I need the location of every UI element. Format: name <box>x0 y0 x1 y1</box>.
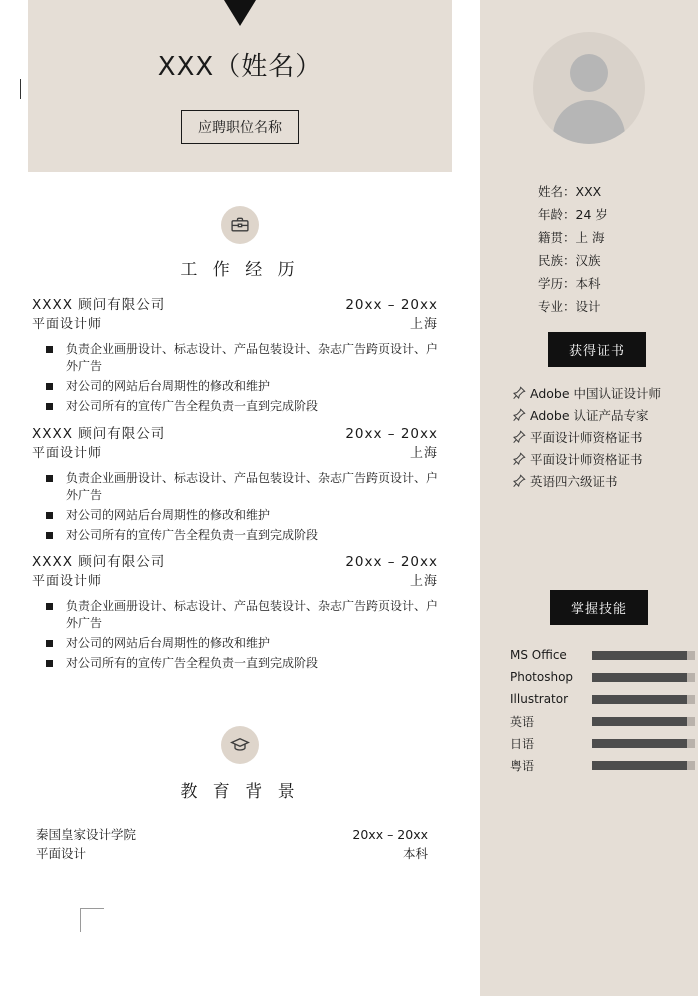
skill-name: 粤语 <box>510 758 535 773</box>
edu-date: 20xx – 20xx <box>352 827 428 842</box>
certificate-name: 英语四六级证书 <box>530 474 618 489</box>
list-item <box>32 598 438 632</box>
work-date: 20xx – 20xx <box>345 554 438 570</box>
list-item <box>32 655 438 672</box>
skill-row <box>510 688 695 710</box>
skill-bar-track <box>592 695 695 704</box>
skill-row <box>510 754 695 776</box>
pin-icon <box>508 385 530 401</box>
avatar-head-icon <box>570 54 608 92</box>
bullet-square-icon <box>46 532 53 539</box>
header-band <box>28 0 452 172</box>
pin-icon <box>508 429 530 445</box>
skill-row <box>510 666 695 688</box>
skill-name: Illustrator <box>510 692 569 706</box>
work-entry <box>32 553 438 675</box>
list-item <box>508 470 698 492</box>
bullet-text: 对公司的网站后台周期性的修改和维护 <box>66 636 271 650</box>
bullet-text: 负责企业画册设计、标志设计、产品包装设计、杂志广告跨页设计、户外广告 <box>66 342 439 373</box>
text-cursor <box>20 79 21 99</box>
education-entry <box>36 825 428 863</box>
bullet-text: 对公司所有的宣传广告全程负责一直到完成阶段 <box>66 528 319 542</box>
avatar-body-icon <box>553 100 625 144</box>
list-item <box>508 382 698 404</box>
bullet-text: 对公司所有的宣传广告全程负责一直到完成阶段 <box>66 399 319 413</box>
skill-name: MS Office <box>510 648 567 662</box>
bullet-text: 对公司所有的宣传广告全程负责一直到完成阶段 <box>66 656 319 670</box>
work-bullets <box>32 598 438 672</box>
work-location: 上海 <box>409 317 438 332</box>
skill-bar-fill <box>592 717 687 726</box>
skill-row <box>510 644 695 666</box>
bullet-text: 负责企业画册设计、标志设计、产品包装设计、杂志广告跨页设计、户外广告 <box>66 599 439 630</box>
certificates-list <box>508 382 698 492</box>
work-date: 20xx – 20xx <box>345 297 438 313</box>
personal-info-list <box>538 180 688 318</box>
list-item <box>508 448 698 470</box>
work-entry <box>32 425 438 547</box>
skill-name: Photoshop <box>510 670 574 684</box>
skill-bar-track <box>592 673 695 682</box>
skills-list <box>510 644 695 776</box>
work-location: 上海 <box>409 574 438 589</box>
list-item <box>32 470 438 504</box>
skill-bar-fill <box>592 739 687 748</box>
list-item <box>32 527 438 544</box>
bullet-square-icon <box>46 512 53 519</box>
work-role: 平面设计师 <box>32 317 103 332</box>
work-date: 20xx – 20xx <box>345 426 438 442</box>
graduation-cap-icon <box>221 726 259 764</box>
skill-bar-track <box>592 739 695 748</box>
bullet-square-icon <box>46 640 53 647</box>
bullet-square-icon <box>46 346 53 353</box>
skill-bar-fill <box>592 673 687 682</box>
certificate-name: 平面设计师资格证书 <box>530 452 643 467</box>
work-role: 平面设计师 <box>32 574 103 589</box>
certificates-heading-button: 获得证书 <box>548 332 646 367</box>
certificate-name: Adobe 中国认证设计师 <box>530 386 662 401</box>
candidate-name: XXX（姓名） <box>157 52 323 82</box>
certificate-name: 平面设计师资格证书 <box>530 430 643 445</box>
list-item <box>508 426 698 448</box>
list-item <box>508 404 698 426</box>
triangle-marker-icon <box>224 0 256 26</box>
work-bullets <box>32 470 438 544</box>
bullet-text: 对公司的网站后台周期性的修改和维护 <box>66 379 271 393</box>
bullet-square-icon <box>46 383 53 390</box>
work-company: XXXX 顾问有限公司 <box>32 554 166 570</box>
bullet-square-icon <box>46 603 53 610</box>
edu-degree: 本科 <box>402 846 428 861</box>
work-company: XXXX 顾问有限公司 <box>32 297 166 313</box>
skill-bar-track <box>592 651 695 660</box>
avatar <box>533 32 645 144</box>
section-title-education: 教 育 背 景 <box>180 782 300 802</box>
briefcase-icon <box>221 206 259 244</box>
skill-bar-fill <box>592 651 687 660</box>
pin-icon <box>508 451 530 467</box>
bullet-square-icon <box>46 475 53 482</box>
work-entry <box>32 296 438 418</box>
skill-bar-track <box>592 717 695 726</box>
edu-school: 秦国皇家设计学院 <box>36 827 137 842</box>
skill-name: 英语 <box>510 714 535 729</box>
work-company: XXXX 顾问有限公司 <box>32 426 166 442</box>
info-row-ethnicity: 民族：汉族 <box>538 253 601 268</box>
list-item <box>32 398 438 415</box>
bullet-square-icon <box>46 403 53 410</box>
info-row-hometown: 籍贯：上 海 <box>538 230 605 245</box>
pin-icon <box>508 407 530 423</box>
work-bullets <box>32 341 438 415</box>
skill-name: 日语 <box>510 736 535 751</box>
info-row-age: 年龄：24 岁 <box>538 207 608 222</box>
skill-bar-track <box>592 761 695 770</box>
info-row-major: 专业：设计 <box>538 299 601 314</box>
work-location: 上海 <box>409 446 438 461</box>
bullet-square-icon <box>46 660 53 667</box>
certificate-name: Adobe 认证产品专家 <box>530 408 649 423</box>
list-item <box>32 378 438 395</box>
skill-bar-fill <box>592 695 687 704</box>
corner-guide-mark <box>80 908 104 932</box>
bullet-text: 对公司的网站后台周期性的修改和维护 <box>66 508 271 522</box>
skill-row <box>510 732 695 754</box>
work-role: 平面设计师 <box>32 446 103 461</box>
info-row-education: 学历：本科 <box>538 276 601 291</box>
edu-major: 平面设计 <box>36 846 87 861</box>
list-item <box>32 341 438 375</box>
list-item <box>32 635 438 652</box>
section-title-work: 工 作 经 历 <box>180 260 300 280</box>
job-title-badge: 应聘职位名称 <box>181 110 299 144</box>
skills-heading-button: 掌握技能 <box>550 590 648 625</box>
skill-bar-fill <box>592 761 687 770</box>
list-item <box>32 507 438 524</box>
info-row-name: 姓名：XXX <box>538 184 602 199</box>
skill-row <box>510 710 695 732</box>
bullet-text: 负责企业画册设计、标志设计、产品包装设计、杂志广告跨页设计、户外广告 <box>66 471 439 502</box>
sidebar <box>480 0 698 996</box>
pin-icon <box>508 473 530 489</box>
